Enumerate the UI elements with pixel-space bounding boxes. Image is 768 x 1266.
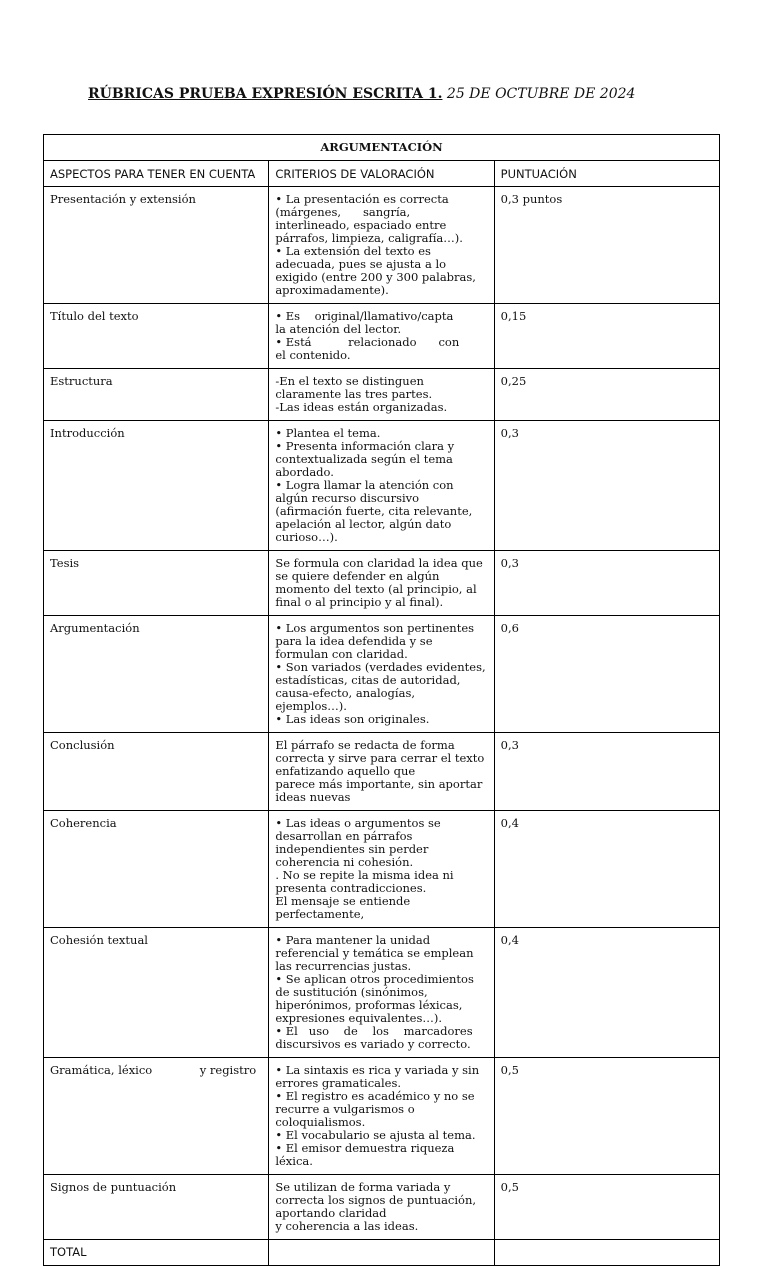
table-row bbox=[44, 1058, 720, 1175]
criterion-line: • El vocabulario se ajusta al tema. bbox=[275, 1128, 476, 1142]
criterion-line: • El uso de los marcadores discursivos es variado y correcto. bbox=[275, 1024, 477, 1051]
row-score: 0,3 puntos bbox=[494, 187, 719, 304]
row-aspect: Gramática, léxico y registro bbox=[44, 1058, 269, 1175]
criterion-line: • La extensión del texto es adecuada, pues se ajusta a lo exigido (entre 200 y 300 palabras, aproximadamente). bbox=[275, 244, 480, 297]
criterion-line: • La presentación es correcta (márgenes, sangría, interlineado, espaciado entre párrafos, limpieza, caligrafía…). bbox=[275, 192, 463, 245]
total-score-cell bbox=[494, 1240, 719, 1266]
criterion-line: • El registro es académico y no se recurre a vulgarismos o coloquialismos. bbox=[275, 1089, 479, 1129]
criterion-line: parece más importante, sin aportar ideas nuevas bbox=[275, 777, 486, 804]
row-score: 0,3 bbox=[494, 733, 719, 811]
row-score: 0,3 bbox=[494, 421, 719, 551]
criterion-line: • Logra llamar la atención con algún recurso discursivo (afirmación fuerte, cita relevante, apelación al lector, algún dato curioso…). bbox=[275, 478, 476, 544]
criterion-line: . No se repite la misma idea ni presenta contradicciones. bbox=[275, 868, 458, 895]
table-row bbox=[44, 551, 720, 616]
row-criteria bbox=[269, 1058, 494, 1175]
criterion-line: • El emisor demuestra riqueza léxica. bbox=[275, 1141, 458, 1168]
table-row bbox=[44, 304, 720, 369]
criterion-line: • Los argumentos son pertinentes para la idea defendida y se formulan con claridad. bbox=[275, 621, 478, 661]
row-criteria bbox=[269, 304, 498, 369]
total-criteria-cell bbox=[269, 1240, 494, 1266]
table-row bbox=[44, 369, 720, 421]
row-criteria bbox=[269, 551, 494, 616]
row-score: 0,5 bbox=[494, 1175, 719, 1240]
row-score: 0,6 bbox=[494, 616, 719, 733]
section-title: ARGUMENTACIÓN bbox=[44, 135, 720, 161]
criterion-line: • Son variados (verdades evidentes, estadísticas, citas de autoridad, causa-efecto, analogías, ejemplos…). bbox=[275, 660, 494, 713]
row-aspect: Conclusión bbox=[44, 733, 269, 811]
criterion-line: El párrafo se redacta de forma correcta y sirve para cerrar el texto enfatizando aquello que bbox=[275, 738, 488, 778]
row-score: 0,4 bbox=[494, 928, 719, 1058]
criterion-line: • Plantea el tema. bbox=[275, 426, 381, 440]
criterion-line: Se utilizan de forma variada y correcta los signos de puntuación, aportando claridad bbox=[275, 1180, 480, 1220]
criterion-line: • Se aplican otros procedimientos de sustitución (sinónimos, hiperónimos, proformas léxicas, expresiones equivalentes…). bbox=[275, 972, 478, 1025]
row-criteria bbox=[269, 1175, 494, 1240]
row-aspect: Estructura bbox=[44, 369, 269, 421]
criterion-line: Se formula con claridad la idea que se quiere defender en algún momento del texto (al principio, al final o al principio y al final). bbox=[275, 556, 487, 609]
row-criteria bbox=[269, 187, 494, 304]
row-criteria bbox=[269, 616, 494, 733]
criterion-line: • Es original/llamativo/capta la atención del lector. bbox=[275, 309, 498, 336]
total-row bbox=[44, 1240, 720, 1266]
row-aspect: Tesis bbox=[44, 551, 269, 616]
row-score: 0,5 bbox=[494, 1058, 719, 1175]
row-score: 0,25 bbox=[494, 369, 719, 421]
criterion-line: y coherencia a las ideas. bbox=[275, 1219, 419, 1233]
total-label: TOTAL bbox=[44, 1240, 269, 1266]
criterion-line: -En el texto se distinguen claramente las tres partes. bbox=[275, 374, 433, 401]
page-title bbox=[88, 86, 635, 102]
row-criteria bbox=[269, 421, 494, 551]
row-aspect: Título del texto bbox=[44, 304, 269, 369]
row-score: 0,4 bbox=[494, 811, 719, 928]
criterion-line: • Está relacionado con el contenido. bbox=[275, 335, 485, 362]
row-aspect: Cohesión textual bbox=[44, 928, 269, 1058]
header-criteria: CRITERIOS DE VALORACIÓN bbox=[269, 161, 494, 187]
rubric-table bbox=[43, 134, 720, 1266]
table-row bbox=[44, 616, 720, 733]
table-row bbox=[44, 928, 720, 1058]
row-criteria bbox=[269, 811, 494, 928]
title-date: 25 DE OCTUBRE DE 2024 bbox=[442, 86, 636, 102]
header-aspects: ASPECTOS PARA TENER EN CUENTA bbox=[44, 161, 269, 187]
table-row bbox=[44, 187, 720, 304]
criterion-line: • Las ideas o argumentos se desarrollan en párrafos independientes sin perder coherencia ni cohesión. bbox=[275, 816, 449, 869]
table-row bbox=[44, 811, 720, 928]
row-criteria bbox=[269, 369, 494, 421]
row-aspect: Argumentación bbox=[44, 616, 269, 733]
row-aspect: Coherencia bbox=[44, 811, 269, 928]
row-aspect: Signos de puntuación bbox=[44, 1175, 269, 1240]
header-score: PUNTUACIÓN bbox=[494, 161, 719, 187]
row-aspect: Presentación y extensión bbox=[44, 187, 269, 304]
criterion-line: • Para mantener la unidad referencial y temática se emplean las recurrencias justas. bbox=[275, 933, 478, 973]
row-criteria bbox=[269, 928, 494, 1058]
table-row bbox=[44, 1175, 720, 1240]
criterion-line: • Presenta información clara y contextualizada según el tema abordado. bbox=[275, 439, 458, 479]
table-row bbox=[44, 421, 720, 551]
criterion-line: • Las ideas son originales. bbox=[275, 712, 430, 726]
title-bold-text: RÚBRICAS PRUEBA EXPRESIÓN ESCRITA 1. bbox=[88, 86, 443, 102]
row-score: 0,3 bbox=[494, 551, 719, 616]
table-row bbox=[44, 733, 720, 811]
criterion-line: • La sintaxis es rica y variada y sin errores gramaticales. bbox=[275, 1063, 483, 1090]
row-score: 0,15 bbox=[494, 304, 719, 369]
row-criteria bbox=[269, 733, 494, 811]
criterion-line: -Las ideas están organizadas. bbox=[275, 400, 448, 414]
criterion-line: El mensaje se entiende perfectamente, bbox=[275, 894, 414, 921]
row-aspect: Introducción bbox=[44, 421, 269, 551]
